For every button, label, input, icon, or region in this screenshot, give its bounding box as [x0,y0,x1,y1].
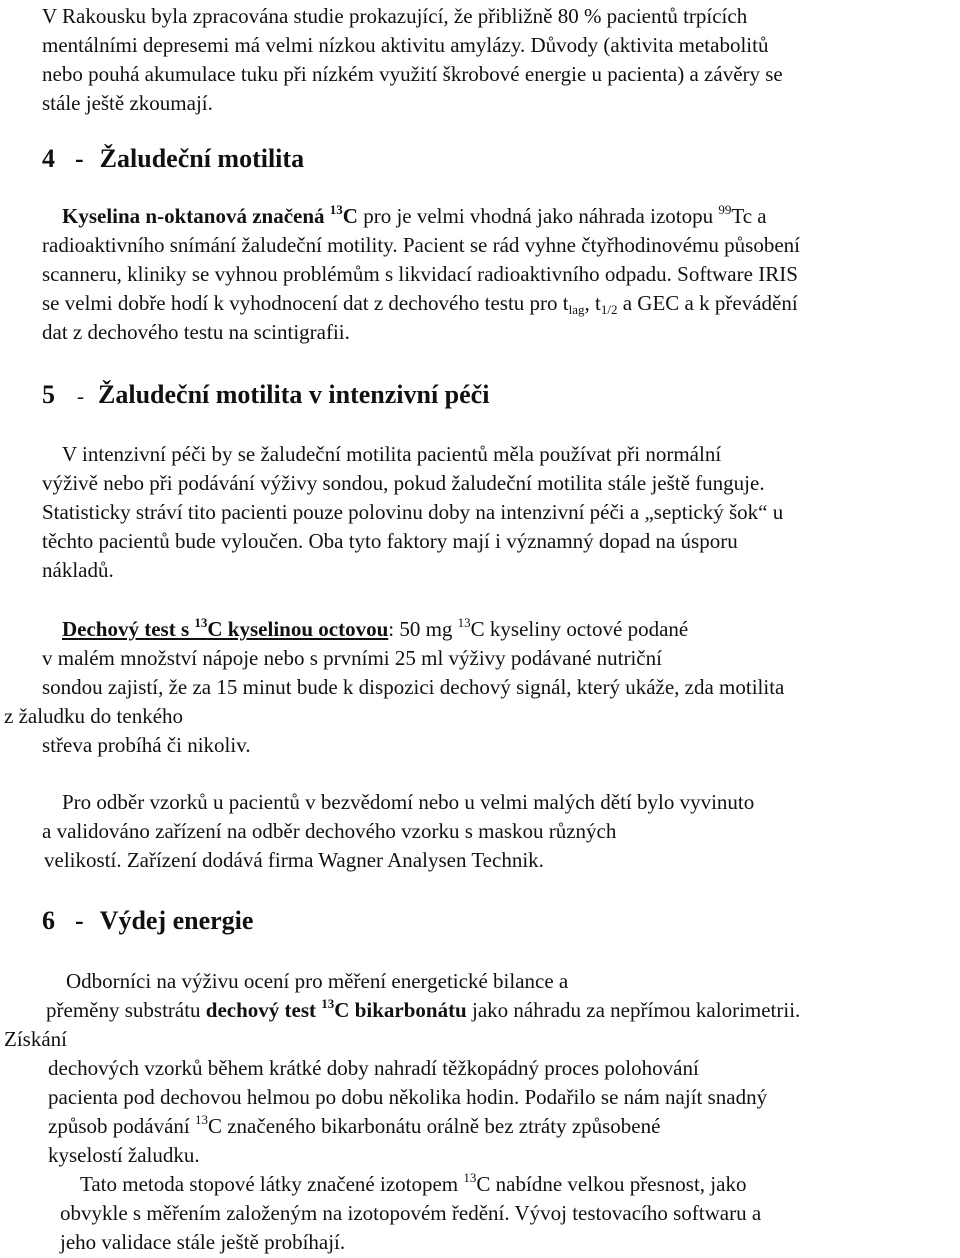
breath-line-4: z žaludku do tenkého [4,704,184,728]
s4-line-2: radioaktivního snímání žaludeční motility. Pacient se rád vyhne čtyřhodinovému působení [42,233,800,257]
isotope-sup: 13 [457,615,471,630]
s4-line-4-c: a GEC a k převádění [617,291,798,315]
s4-line-4 [42,289,798,317]
s6-line-9: obvykle s měřením založeným na izotopovém ředění. Vývoj testovacího softwaru a [60,1201,762,1225]
s6-line-1: Odborníci na výživu ocení pro měření energetické bilance a [66,969,569,993]
breath-line-5: střeva probíhá či nikoliv. [42,733,251,757]
carbon-symbol: C [342,204,358,228]
section-number: 6 [42,906,55,935]
s6-line-3: Získání [4,1027,67,1051]
s5-line-3: Statisticky stráví tito pacienti pouze polovinu doby na intenzivní péči a „septický šok“ u [42,500,784,524]
intro-line-3: nebo pouhá akumulace tuku při nízkém využití škrobové energie u pacienta) a závěry se [42,62,783,86]
s4-line-1-text: pro je velmi vhodná jako náhrada izotopu [357,204,719,228]
breath-test-term [206,998,467,1022]
s6-line-7: kyselostí žaludku. [48,1143,200,1167]
breath-line-1-d: C kyseliny octové podané [470,617,689,641]
s6-line-2-a: přeměny substrátu [46,998,206,1022]
s4-line-3: scanneru, kliniky se vyhnou problémům s likvidací radioaktivního odpadu. Software IRIS [42,262,798,286]
section-4-heading [42,143,304,175]
s6-term-a: dechový test [205,998,322,1022]
s6-line-2 [46,996,800,1024]
s4-line-4-b: , t [584,291,601,315]
s6-term-b: C bikarbonátu [334,998,467,1022]
intro-line-4: stále ještě zkoumají. [42,91,213,115]
section-number: 5 [42,380,55,409]
breath-line-1-c: : 50 mg [388,617,458,641]
s5-line-4: těchto pacientů bude vyloučen. Oba tyto faktory mají i významný dopad na úsporu [42,529,738,553]
s6-line-2-d: jako náhradu za nepřímou kalorimetrii. [466,998,801,1022]
heading-dash: - [75,906,84,935]
s6-line-6-b: C značeného bikarbonátu orálně bez ztráty způsobené [207,1114,661,1138]
intro-line-2: mentálními depresemi má velmi nízkou aktivitu amylázy. Důvody (aktivita metabolitů [42,33,769,57]
s6-line-10: jeho validace stále ještě probíhají. [60,1230,346,1254]
s6-line-5: pacienta pod dechovou helmou po dobu několika hodin. Podařilo se nám najít snadný [48,1085,768,1109]
s4-line-4-a: se velmi dobře hodí k vyhodnocení dat z dechového testu pro t [42,291,569,315]
isotope-sup: 13 [463,1170,477,1185]
s5-line-2: výživě nebo při podávání výživy sondou, pokud žaludeční motilita stále ještě funguje. [42,471,765,495]
section-6-heading [42,905,253,937]
breath-test-term [62,617,388,641]
s4-line-5: dat z dechového testu na scintigrafii. [42,320,350,344]
section-title: Žaludeční motilita v intenzivní péči [98,380,490,409]
isotope-sup: 13 [194,1112,208,1127]
isotope-sup: 13 [329,202,343,217]
isotope-sup: 13 [194,615,208,630]
breath-line-3: sondou zajistí, že za 15 minut bude k dispozici dechový signál, který ukáže, zda motilita [42,675,785,699]
section-5-heading [42,379,489,412]
subscript-half: 1/2 [600,302,618,317]
s6-line-8-b: C nabídne velkou přesnost, jako [476,1172,747,1196]
sample-line-1: Pro odběr vzorků u pacientů v bezvědomí nebo u velmi malých dětí bylo vyvinuto [62,790,755,814]
breath-line-2: v malém množství nápoje nebo s prvními 25 ml výživy podávané nutriční [42,646,662,670]
section-title: Výdej energie [99,906,254,935]
section-number: 4 [42,144,55,173]
s6-line-6-a: způsob podávání [48,1114,195,1138]
bold-phrase: Kyselina n-oktanová značená [62,204,325,228]
breath-line-1 [62,615,688,643]
s6-line-8-a: Tato metoda stopové látky značené izotopem [80,1172,464,1196]
sample-line-3: velikostí. Zařízení dodává firma Wagner Analysen Technik. [44,848,544,872]
intro-line-1: V Rakousku byla zpracována studie prokazující, že přibližně 80 % pacientů trpících [42,4,748,28]
s4-line-1-end: Tc a [731,204,767,228]
heading-dash: - [77,384,84,408]
s6-line-8 [80,1170,746,1198]
sample-line-2: a validováno zařízení na odběr dechového vzorku s maskou různých [42,819,617,843]
isotope-sup: 99 [718,202,732,217]
s5-line-5: nákladů. [42,558,114,582]
subscript-lag: lag [568,302,585,317]
section-title: Žaludeční motilita [99,144,305,173]
s6-line-6 [48,1112,660,1140]
breath-term-b: C kyselinou octovou [207,617,389,641]
s6-line-4: dechových vzorků během krátké doby nahradí těžkopádný proces polohování [48,1056,699,1080]
heading-dash: - [75,144,84,173]
isotope-sup: 13 [321,996,335,1011]
breath-term-a: Dechový test s [62,617,195,641]
s4-line-1 [62,202,767,230]
s5-line-1: V intenzivní péči by se žaludeční motilita pacientů měla používat při normální [62,442,722,466]
